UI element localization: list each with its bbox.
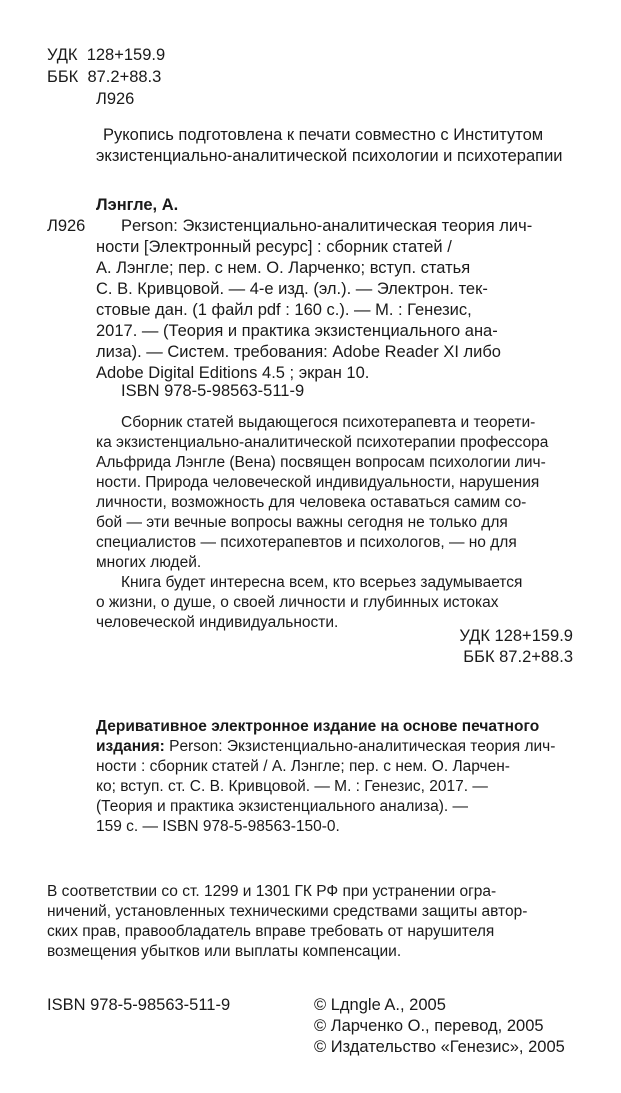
bibliographic-line: 2017. — (Теория и практика экзистенциального ана- <box>96 322 498 340</box>
derivative-line: ко; вступ. ст. С. В. Кривцовой. — М. : Генезис, 2017. — <box>96 778 488 795</box>
annotation-line: ка экзистенциально-аналитической психотерапии профессора <box>96 434 549 451</box>
isbn-main: ISBN 978-5-98563-511-9 <box>121 382 305 400</box>
copyright-block <box>314 995 565 1058</box>
derivative-line <box>96 737 578 757</box>
annotation-line: Альфрида Лэнгле (Вена) посвящен вопросам психологии лич- <box>96 454 546 471</box>
copyright-line: © Lдngle A., 2005 <box>314 996 446 1014</box>
derivative-line: 159 с. — ISBN 978-5-98563-150-0. <box>96 818 340 835</box>
annotation-line: человеческой индивидуальности. <box>96 614 339 631</box>
derivative-bold-lead: Деривативное электронное издание на основе печатного <box>96 718 540 735</box>
annotation-line: ности. Природа человеческой индивидуальности, нарушения <box>96 474 540 491</box>
bibliographic-line: Person: Экзистенциально-аналитическая теория лич- <box>121 217 533 235</box>
bibliographic-line: стовые дан. (1 файл pdf : 160 с.). — М. : Генезис, <box>96 301 472 319</box>
author-code-margin: Л926 <box>47 217 86 235</box>
rights-line: В соответствии со ст. 1299 и 1301 ГК РФ при устранении огра- <box>47 883 497 900</box>
bbk-footer: ББК 87.2+88.3 <box>463 648 573 666</box>
annotation-line: Сборник статей выдающегося психотерапевта и теорети- <box>121 414 536 431</box>
bbk-value: 87.2+88.3 <box>87 68 162 86</box>
bibliographic-line: ности [Электронный ресурс] : сборник статей / <box>96 238 452 256</box>
annotation-line: Книга будет интересна всем, кто всерьез задумывается <box>121 574 523 591</box>
rights-notice <box>47 882 578 962</box>
annotation <box>96 413 578 633</box>
udk-label: УДК <box>47 46 78 64</box>
copyright-line: © Ларченко О., перевод, 2005 <box>314 1017 544 1035</box>
derivative-line-rest: Person: Экзистенциально-аналитическая теория лич- <box>164 738 556 755</box>
udk-value: 128+159.9 <box>86 46 166 64</box>
rights-line: возмещения убытков или выплаты компенсации. <box>47 943 402 960</box>
annotation-line: о жизни, о душе, о своей личности и глубинных истоках <box>96 594 499 611</box>
author-heading: Лэнгле, А. <box>96 196 179 214</box>
derivative-line: ности : сборник статей / А. Лэнгле; пер. с нем. О. Ларчен- <box>96 758 510 775</box>
manuscript-note-line: экзистенциально-аналитической психологии и психотерапии <box>96 147 563 165</box>
bbk-header <box>47 67 161 88</box>
bibliographic-line: лиза). — Систем. требования: Adobe Reader XI либо <box>96 343 501 361</box>
rights-line: ских прав, правообладатель вправе требовать от нарушителя <box>47 923 495 940</box>
bibliographic-line: С. В. Кривцовой. — 4-е изд. (эл.). — Электрон. тек- <box>96 280 488 298</box>
derivative-bold-lead: издания: <box>96 738 165 755</box>
bbk-label: ББК <box>47 68 79 86</box>
derivative-edition-note <box>96 717 578 837</box>
copyright-line: © Издательство «Генезис», 2005 <box>314 1038 565 1056</box>
udk-header <box>47 45 165 66</box>
manuscript-note-line: Рукопись подготовлена к печати совместно с Институтом <box>103 126 544 144</box>
author-code-header: Л926 <box>96 90 135 108</box>
annotation-line: личности, возможность для человека оставаться самим со- <box>96 494 527 511</box>
derivative-line: (Теория и практика экзистенциального анализа). — <box>96 798 469 815</box>
rights-line: ничений, установленных техническими средствами защиты автор- <box>47 903 528 920</box>
isbn-bottom: ISBN 978-5-98563-511-9 <box>47 996 231 1014</box>
annotation-line: специалистов — психотерапевтов и психологов, — но для <box>96 534 517 551</box>
bibliographic-line: А. Лэнгле; пер. с нем. О. Ларченко; вступ. статья <box>96 259 471 277</box>
udk-footer: УДК 128+159.9 <box>459 627 573 645</box>
annotation-line: бой — эти вечные вопросы важны сегодня не только для <box>96 514 508 531</box>
annotation-line: многих людей. <box>96 554 202 571</box>
bibliographic-record <box>96 216 578 384</box>
bibliographic-line: Adobe Digital Editions 4.5 ; экран 10. <box>96 364 370 382</box>
